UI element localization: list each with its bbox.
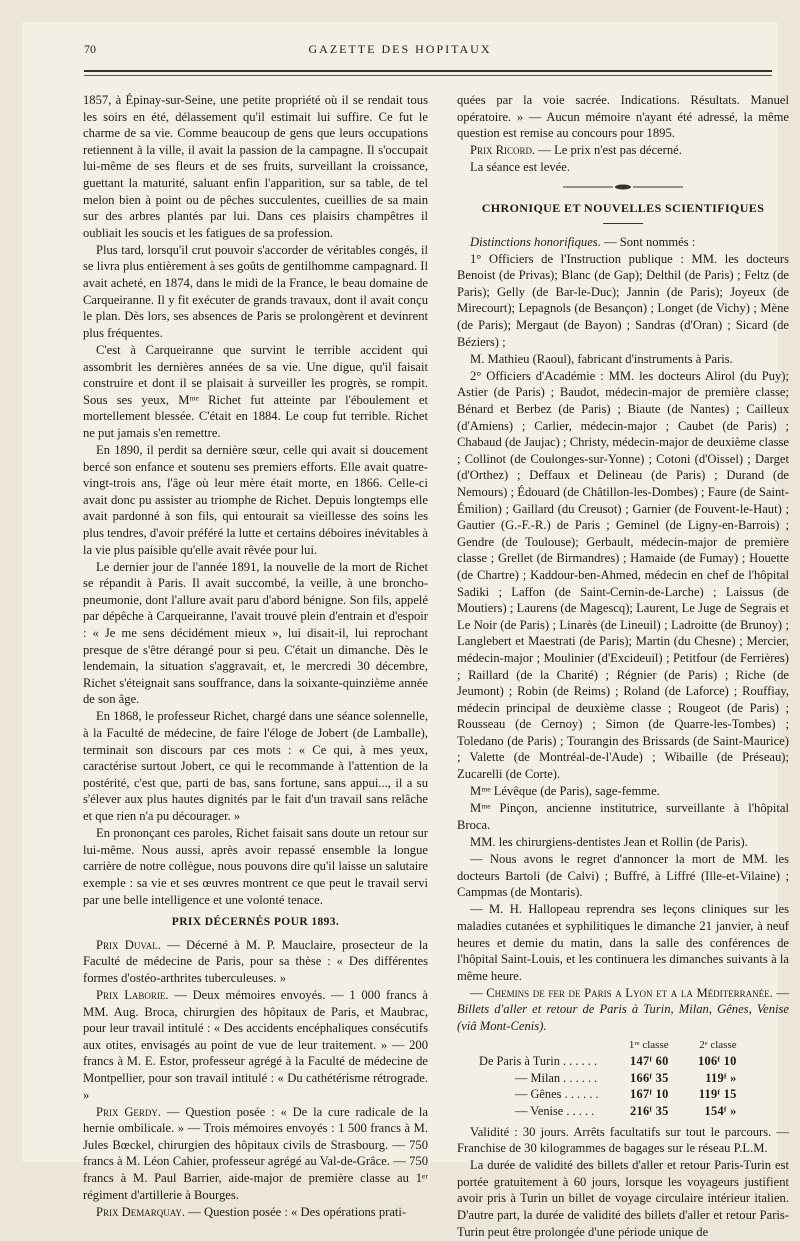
- fare-first-class: 216ᶠ 35: [630, 1103, 669, 1118]
- paragraph: Le dernier jour de l'année 1891, la nouvelle de la mort de Richet se répandit à Paris. Il avait succombé, la veille, à une broncho-pneumonie, dont l'allure avait paru d'abord bénigne. Son fils, appelé par dépêche à Carqueiranne, l'avait trouvé plein d'entrain et d'espoir : « Je me sens décidément mieux », lui disait-il, lui reprochant presque de s'être dérangé pour si peu. C'était un dimanche. Dès le lendemain, la situation s'aggravait, et, le mercredi 30 décembre, Richet s'éteignait sans souffrance, dans la soixante-quinzième année de son âge.: [83, 559, 428, 707]
- fare-first-class: 166ᶠ 35: [630, 1070, 669, 1085]
- distinctions-label: Distinctions honorifiques.: [470, 234, 601, 249]
- distinctions-intro: [457, 234, 789, 251]
- paragraph: MM. les chirurgiens-dentistes Jean et Rollin (de Paris).: [470, 834, 748, 849]
- prix-text: — Le prix n'est pas décerné.: [535, 143, 682, 158]
- seance-closing: La séance est levée.: [470, 160, 570, 175]
- prix-entry: [457, 142, 789, 159]
- paragraph: En prononçant ces paroles, Richet faisait sans doute un retour sur lui-même. Nous aussi, après avoir repassé ensemble la longue carrière de notre collègue, nous pouvons dire qu'il laisse un salutaire exemple : sa vie et ses œuvres montrent ce que peut le travail servi par une belle intelligence et une volonté tenace.: [83, 826, 428, 907]
- header-rule-thick: [84, 70, 772, 72]
- fares-header-blank: [475, 1037, 605, 1054]
- paragraph: quées par la voie sacrée. Indications. Résultats. Manuel opératoire. » — Aucun mémoire n'ayant été adressé, la même question est remise au concours pour 1895.: [457, 93, 789, 141]
- fare-row: [475, 1086, 741, 1103]
- prix-text: — Deux mémoires envoyés. — 1 000 francs à MM. Aug. Broca, chirurgien des hôpitaux de Paris, et Maubrac, pour leur travail intitulé : « Des accidents encéphaliques consécutifs aux otites, envisagés au point de vue de leur traitement. » — 200 francs à M. E. Estor, professeur agrégé à la Faculté de médecine de Montpellier, pour son travail intitulé : « Du cathétérisme rétrograde. »: [83, 987, 429, 1102]
- fare-row: [475, 1053, 741, 1070]
- fare-first-class: 147ᶠ 60: [630, 1054, 669, 1069]
- fares-table: [475, 1037, 741, 1120]
- right-column: [457, 92, 789, 1241]
- fares-header-first: 1ʳᵉ classe: [628, 1038, 669, 1051]
- fare-second-class: 119ᶠ »: [705, 1070, 737, 1085]
- fare-second-class: 119ᶠ 15: [698, 1087, 737, 1102]
- chemins-prefix: —: [470, 985, 487, 1000]
- paragraph: En 1890, il perdit sa dernière sœur, celle qui avait si doucement bercé son enfance et soutenu ses premiers efforts. Elle avait quatre-vingt-trois ans, l'âge où leur mère était morte, en 1866. Celle-ci avait donc pu assister au triomphe de Richet. Depuis longtemps elle avait pardonné à son fils, qui entourait sa vieillesse des soins les plus tendres, d'avoir préféré la lutte et certains déboires inévitables à la vie plus paisible qu'elle avait rêvée pour lui.: [83, 442, 428, 557]
- paragraph: 1857, à Épinay-sur-Seine, une petite propriété où il se rendait tous les soirs en été, délassement qu'il estimait lui suffire. Ce fut le charme de sa vie. Comme beaucoup de gens que leurs occupations retiennent à la ville, il avait la passion de la campagne. Il s'occupait lui-même de ses fleurs et de ses fruits, surveillant la croissance, guettant la maturité, saluant enfin l'apparition, sur sa table, de tel melon bien à point ou de pêches succulentes, cueillies de sa main sur des arbres plantés par lui. Dans ces plaisirs champêtres il oubliait les soucis et les fatigues de sa profession.: [83, 93, 428, 240]
- prix-text: — Question posée : « Des opérations prati-: [185, 1204, 407, 1219]
- paragraph: 2° Officiers d'Académie : MM. les docteurs Alirol (du Puy); Astier (de Paris) ; Baudot, médecin-major de première classe; Bénard et Berbez (de Paris) ; Biaute (de Nantes) ; Cailleux (d'Amiens) ; Carlier, médecin-major ; Caubet (de Paris) ; Chabaud (de Jaujac) ; Christy, médecin-major de deuxième classe ; Collinot (de Coulonges-sur-Yonne) ; Cotoni (d'Oissel) ; Darget (d'Orthez) ; Deffaux et Delineau (de Paris) ; Durand (de Nemours) ; Édouard (de Châtillon-les-Dombes) ; Faure (de Saint-Émilion) ; Gaillard (du Creusot) ; Garnier (de Fouvent-le-Haut) ; Gautier (G.-F.-R.) de Paris ; Geminel (de Ligny-en-Barrois) ; Gendre (de Toulouse); Gerbault, médecin-major de première classe ; Grellet (de Birmandres) ; Hamaide (de Fumay) ; Houette (de Chartre) ; Kaddour-ben-Ahmed, médecin en chef de l'hôpital Sadiki ; Laffon (de Saint-Cernin-de-Larche) ; Laissus (de Moutiers) ; Laurens (de Magescq); Laurent, Le Juge de Segrais et Le Noir (de Paris) ; Linarès (de Lineuil) ; Ladroitte (de Brunoy) ; Langlebert et Maestrati (de Paris); Martin (du Chesne) ; Mercier, médecin-major ; Moulinier (d'Excideuil) ; Petitfour (de Ferrières) ; Raillard (de la Charité) ; Régnier (de Paris) ; Riche (de Jeumont) ; Robin (de Reims) ; Roland (de Laforce) ; Rouffiay, médecin principal de deuxième classe ; Rougeot (de Paris) ; Rousseau (de Cernoy) ; Simon (de Quarre-les-Tombes) ; Toledano (de Paris) ; Tourangin des Brissards (de Saint-Maurice) ; Valette (de Montréal-de-l'Aude) ; Wibaille (de Préseau); Zucarelli (de Corte).: [457, 368, 789, 782]
- prix-text: — Question posée : « De la cure radicale de la hernie ombilicale. » — Trois mémoires envoyés : 1 500 francs à M. Jules Bœckel, chirurgien des hôpitaux civils de Strasbourg. — 750 francs à M. Léon Cahier, professeur agrégé au Val-de-Grâce. — 750 francs à M. Paul Barrier, aide-major de première classe au 1ᵉʳ régiment d'artillerie à Bourges.: [83, 1104, 428, 1202]
- paragraph: Mᵐᵉ Pinçon, ancienne institutrice, surveillante à l'hôpital Broca.: [457, 801, 789, 832]
- paragraph: — Nous avons le regret d'annoncer la mort de MM. les docteurs Bartoli (de Calvi) ; Buffré, à Liffré (Ille-et-Vilaine) ; Campmas (de Montaris).: [457, 852, 789, 900]
- fare-first-class: 167ᶠ 10: [630, 1087, 669, 1102]
- prix-heading: PRIX DÉCERNÉS POUR 1893.: [171, 916, 340, 929]
- chemins-dash: —: [772, 985, 789, 1000]
- fare-destination: — Milan . . . . . .: [515, 1070, 598, 1085]
- fare-row: [475, 1070, 741, 1087]
- chemins-subtitle: Billets d'aller et retour de Paris à Turin, Milan, Gênes, Venise (viâ Mont-Cenis).: [457, 1002, 789, 1033]
- fares-header-row: [475, 1037, 741, 1054]
- prix-text: — Décerné à M. P. Mauclaire, prosecteur de la Faculté de médecine de Paris, pour sa thèse : « Des différentes formes d'ostéo-arthrites tuberculeuses. »: [83, 937, 428, 985]
- chemins-heading-paragraph: [457, 985, 789, 1035]
- chemins-heading: Chemins de fer de Paris a Lyon et a la Méditerranée.: [486, 985, 773, 1000]
- journal-title: GAZETTE DES HOPITAUX: [308, 42, 492, 56]
- prix-entry: [83, 1204, 428, 1221]
- paragraph: 1° Officiers de l'Instruction publique : MM. les docteurs Benoist (de Privas); Blanc (de Gap); Delthil (de Paris) ; Feltz (de Paris); Gelly (de Bar-le-Duc); Jannin (de Paris); Joyeux (de Mirecourt); Lepagnols (de Besançon) ; Longet (de Vichy) ; Mène (de Paris); Mergaut (de Bayon) ; Sandras (d'Oran) ; Sicard (de Béziers) ;: [457, 251, 789, 349]
- prix-entry: [83, 937, 428, 987]
- short-rule: [603, 223, 643, 224]
- left-column: [83, 92, 428, 1221]
- chronique-heading: CHRONIQUE ET NOUVELLES SCIENTIFIQUES: [481, 200, 765, 215]
- newspaper-page: [22, 22, 789, 1239]
- prix-name: Prix Ricord.: [470, 143, 536, 158]
- paragraph: Validité : 30 jours. Arrêts facultatifs sur tout le parcours. — Franchise de 30 kilogrammes de bagages sur le réseau P.L.M.: [457, 1124, 789, 1156]
- prix-name: Prix Gerdy.: [96, 1104, 162, 1119]
- ornament-divider: [457, 184, 789, 190]
- paragraph: En 1868, le professeur Richet, chargé dans une séance solennelle, à la Faculté de médecine, de faire l'éloge de Jobert (de Lamballe), terminait son discours par ces mots : « Ce qui, à mes yeux, caractérise surtout Jobert, ce qui le recommande à l'attention de la postérité, c'est que, parti de bas, sans fortune, sans appui..., il a su s'élever aux plus hautes dignités par le fait d'un travail sans relâche et que rien n'a pu décourager. »: [83, 709, 428, 824]
- page-number: 70: [84, 42, 96, 56]
- prix-name: Prix Duval.: [96, 937, 161, 952]
- fare-destination: De Paris à Turin . . . . . .: [479, 1054, 598, 1069]
- paragraph: M. Mathieu (Raoul), fabricant d'instruments à Paris.: [470, 351, 733, 366]
- fare-row: [475, 1103, 741, 1120]
- prix-entry: [83, 987, 428, 1103]
- prix-name: Prix Laborie.: [96, 987, 169, 1002]
- paragraph: La durée de validité des billets d'aller et retour Paris-Turin est portée gratuitement à 60 jours, lorsque les voyageurs justifient avoir pris à Turin un billet de voyage circulaire intérieur italien. D'autre part, la durée de validité des billets d'aller et retour Paris-Turin peut être prolongée d'une période unique de: [457, 1158, 789, 1239]
- fares-header-second: 2ᵉ classe: [699, 1038, 737, 1051]
- prix-name: Prix Demarquay.: [96, 1204, 186, 1219]
- fare-second-class: 154ᶠ »: [704, 1103, 737, 1118]
- fare-second-class: 106ᶠ 10: [698, 1054, 737, 1069]
- ornament-divider-graphic: [563, 184, 683, 190]
- running-head: [22, 42, 778, 60]
- paragraph: Mᵐᵉ Lévêque (de Paris), sage-femme.: [470, 784, 660, 799]
- fare-destination: — Gênes . . . . . .: [515, 1087, 599, 1102]
- header-rule-thin: [84, 75, 772, 76]
- prix-entry: [83, 1104, 428, 1204]
- fare-destination: — Venise . . . . .: [515, 1103, 595, 1118]
- paragraph: — M. H. Hallopeau reprendra ses leçons cliniques sur les maladies cutanées et syphilitiques le dimanche 21 janvier, à neuf heures et demie du matin, dans la salle des conférences de l'hôpital Saint-Louis, et les continuera les dimanches suivants à la même heure.: [457, 902, 789, 983]
- paragraph: C'est à Carqueiranne que survint le terrible accident qui assombrit les dernières années de sa vie. Une digue, qu'il faisait construire et dont il se plaisait à surveiller les progrès, se rompit. Sous ses yeux, Mᵐᵉ Richet fut atteinte par l'éboulement et mortellement blessée. C'était en 1884. Le coup fut terrible. Richet ne put jamais s'en remettre.: [83, 342, 428, 440]
- distinctions-text: — Sont nommés :: [600, 234, 696, 249]
- paragraph: Plus tard, lorsqu'il crut pouvoir s'accorder de véritables congés, il se livra plus entièrement à ses goûts de gentilhomme campagnard. Il avait acheté, en 1874, dans le midi de la France, le beau domaine de Carqueiranne. Il y fit exécuter de grands travaux, dont il avait conçu le plan. Dès lors, ses absences de Paris se prolongèrent et devinrent plus fréquentes.: [83, 242, 428, 340]
